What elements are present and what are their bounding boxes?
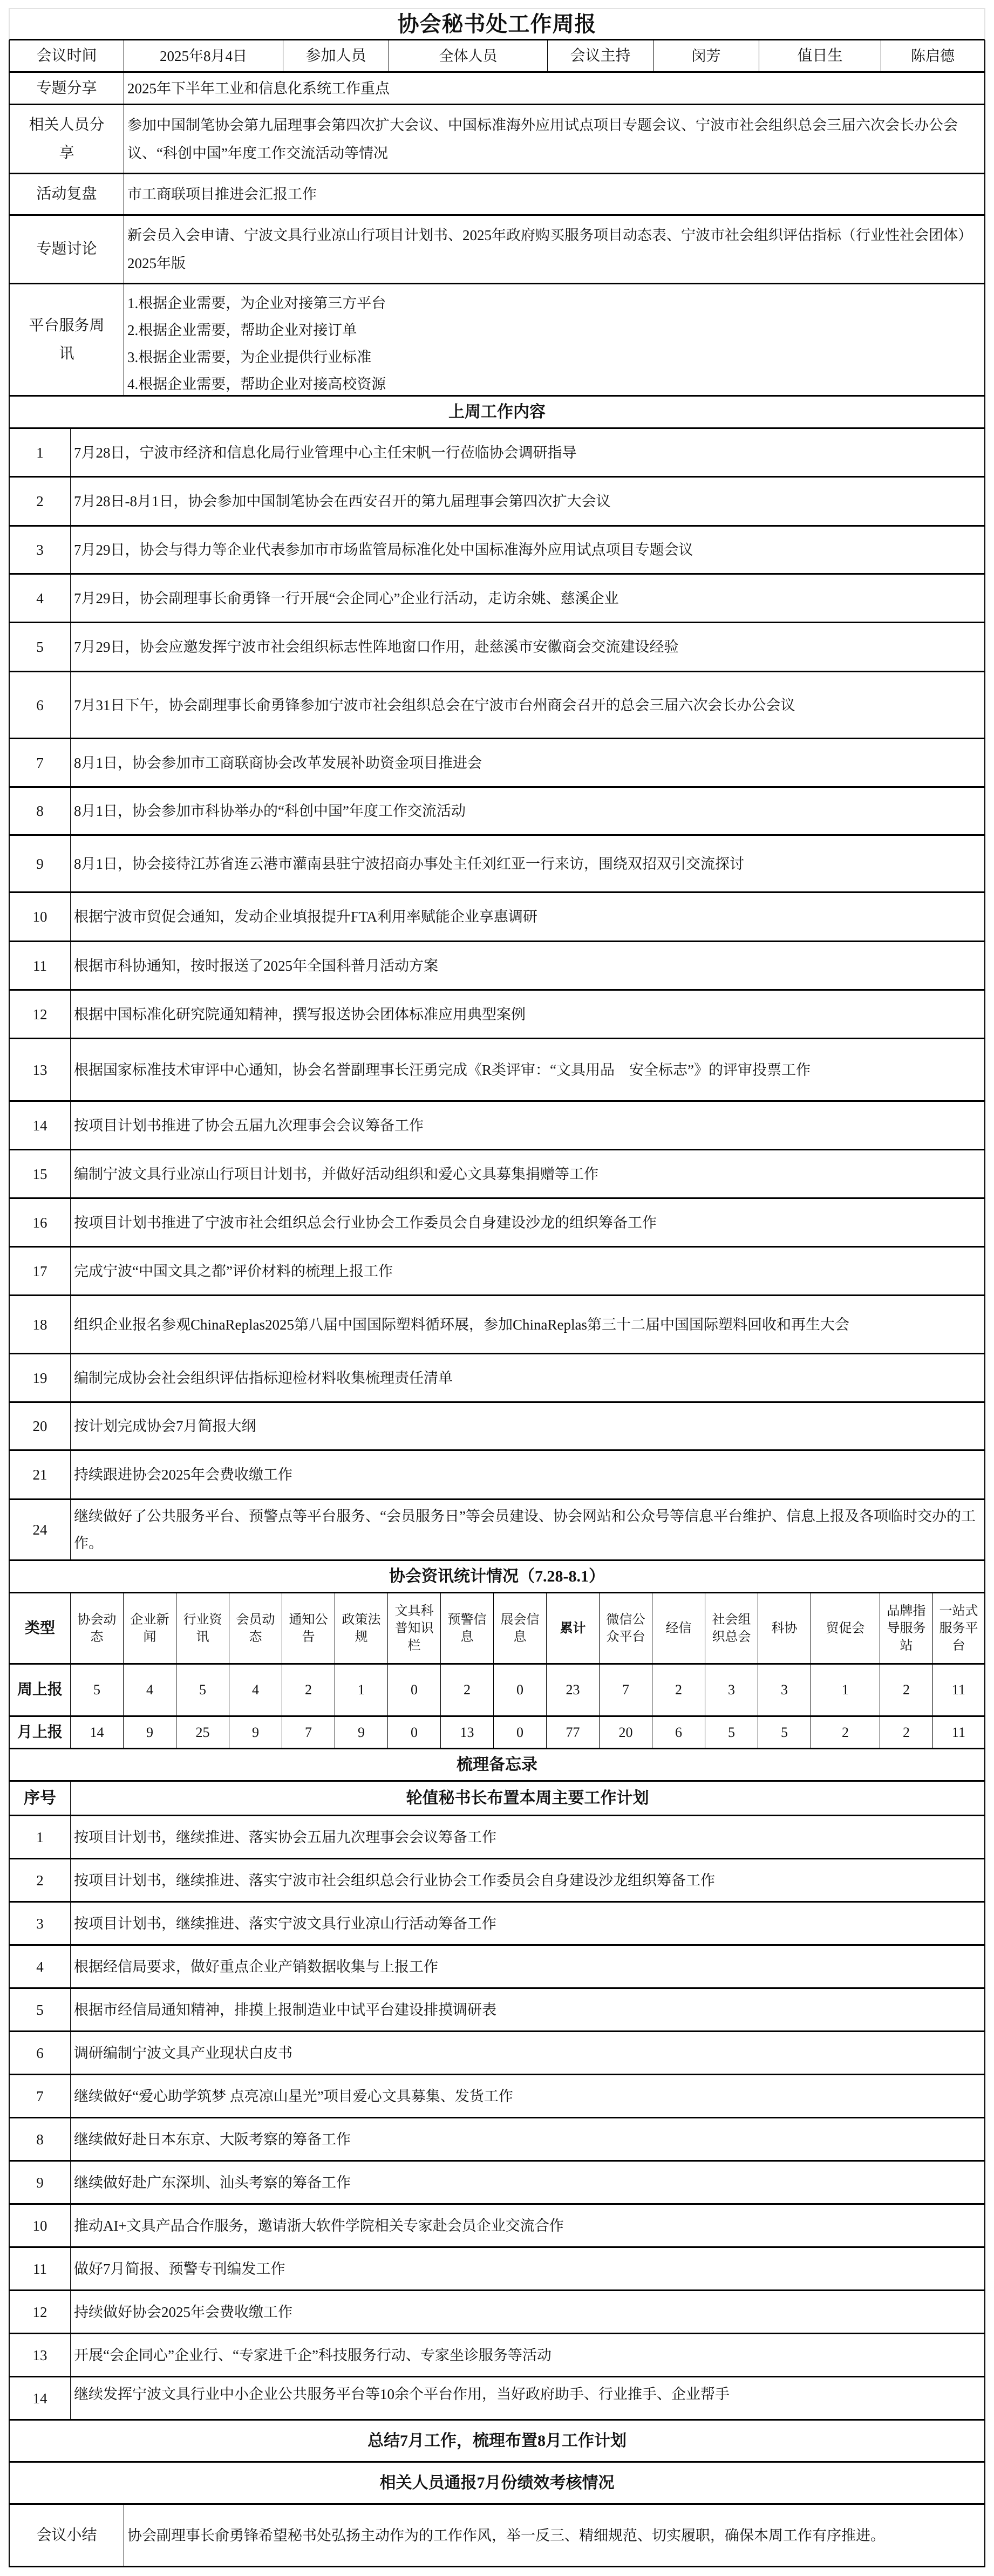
last-week-item: [9, 1102, 985, 1150]
item-text: 推动AI+文具产品合作服务，邀请浙大软件学院相关专家赴会员企业交流合作: [74, 2217, 564, 2234]
platform-item: 4.根据企业需要，帮助企业对接高校资源: [127, 376, 386, 392]
item-number: 21: [10, 1451, 71, 1498]
monthly-summary: 总结7月工作，梳理布置8月工作计划: [367, 2431, 627, 2450]
item-text: 按项目计划书，继续推进、落实宁波文具行业凉山行活动筹备工作: [74, 1915, 496, 1932]
stats-column-header: 贸促会: [811, 1593, 880, 1663]
last-week-item: [9, 1248, 985, 1296]
last-week-item: [9, 991, 985, 1039]
stats-value: 7: [282, 1717, 335, 1748]
item-number: 4: [10, 575, 71, 622]
info-row-topic-share: [9, 73, 985, 105]
item-number: 5: [10, 1989, 71, 2030]
last-week-item: [9, 788, 985, 836]
platform-item: 1.根据企业需要，为企业对接第三方平台: [127, 295, 386, 311]
stats-value: 20: [600, 1717, 652, 1748]
item-text: 持续跟进协会2025年会费收缴工作: [74, 1467, 292, 1483]
memo-item: [9, 2032, 985, 2075]
item-number: 3: [10, 527, 71, 573]
info-row-topic-discussion: [9, 216, 985, 284]
conclusion-label: 会议小结: [10, 2505, 124, 2566]
memo-item: [9, 1989, 985, 2032]
last-week-item: [9, 429, 985, 478]
info-row-platform-service: [9, 284, 985, 397]
stats-column-header: 会员动态: [229, 1593, 282, 1663]
item-text: 组织企业报名参观ChinaReplas2025第八届中国国际塑料循环展，参加ChinaReplas第三十二届中国国际塑料回收和再生大会: [74, 1316, 849, 1333]
info-label: 活动复盘: [10, 174, 124, 214]
info-content: 新会员入会申请、宁波文具行业凉山行项目计划书、2025年政府购买服务项目动态表、宁波市社会组织评估指标（行业性社会团体）2025年版: [127, 227, 972, 271]
item-number: 7: [10, 739, 71, 786]
stats-value: 11: [951, 1682, 966, 1698]
item-text: 根据国家标准技术审评中心通知，协会名誉副理事长汪勇完成《R类评审：“文具用品 安全标志”》的评审投票工作: [74, 1061, 811, 1078]
item-number: 6: [10, 672, 71, 738]
memo-no-label: 序号: [10, 1782, 71, 1815]
item-text: 8月1日，协会接待江苏省连云港市灌南县驻宁波招商办事处主任刘红亚一行来访，围绕双招双引交流探讨: [74, 855, 744, 872]
stats-type-label: 类型: [10, 1593, 71, 1663]
memo-item: [9, 2118, 985, 2162]
item-number: 16: [10, 1199, 71, 1246]
item-text: 8月1日，协会参加市科协举办的“科创中国”年度工作交流活动: [74, 803, 466, 819]
item-number: 11: [10, 942, 71, 989]
memo-item: [9, 1816, 985, 1859]
last-week-heading-row: [9, 397, 985, 429]
stats-column-header: 协会动态: [71, 1593, 124, 1663]
weekly-report-sheet: [9, 8, 985, 2568]
item-number: 9: [10, 2162, 71, 2203]
memo-item: [9, 2291, 985, 2334]
last-week-item: [9, 1199, 985, 1248]
stats-row: [9, 1665, 985, 1717]
platform-list: [124, 284, 984, 395]
memo-item: [9, 2205, 985, 2248]
item-text: 编制完成协会社会组织评估指标迎检材料收集梳理责任清单: [74, 1369, 453, 1386]
item-number: 14: [10, 1102, 71, 1149]
item-text: 编制宁波文具行业凉山行项目计划书，并做好活动组织和爱心文具募集捐赠等工作: [74, 1166, 598, 1182]
stats-column-header: 社会组织总会: [705, 1593, 758, 1663]
performance-row: [9, 2463, 985, 2505]
stats-value: 9: [335, 1717, 388, 1748]
stats-value: 2: [880, 1717, 933, 1748]
host-value: 闵芳: [653, 40, 759, 71]
last-week-item: [9, 1150, 985, 1199]
meeting-info-row: [9, 40, 985, 73]
last-week-item: [9, 623, 985, 672]
item-text: 7月29日，协会副理事长俞勇锋一行开展“会企同心”企业行活动，走访余姚、慈溪企业: [74, 590, 619, 606]
stats-column-header: 预警信息: [441, 1593, 494, 1663]
stats-column-header: 通知公告: [282, 1593, 335, 1663]
stats-column-header: 政策法规: [335, 1593, 388, 1663]
title-row: [9, 8, 985, 40]
last-week-heading: 上周工作内容: [448, 403, 546, 421]
info-row-activity-review: [9, 174, 985, 216]
item-number: 3: [10, 1903, 71, 1944]
item-number: 13: [10, 1039, 71, 1100]
item-text: 继续做好了公共服务平台、预警点等平台服务、“会员服务日”等会员建设、协会网站和公众号等信息平台维护、信息上报及各项临时交办的工作。: [74, 1508, 976, 1551]
stats-value: 0: [494, 1665, 547, 1715]
item-number: 8: [10, 788, 71, 834]
last-week-item: [9, 478, 985, 527]
info-row-staff-share: [9, 105, 985, 174]
stats-value: 5: [71, 1665, 124, 1715]
item-text: 根据宁波市贸促会通知，发动企业填报提升FTA利用率赋能企业享惠调研: [74, 909, 537, 925]
stats-value: 2: [652, 1665, 705, 1715]
stats-column-header: 行业资讯: [176, 1593, 229, 1663]
stats-value: 3: [758, 1665, 811, 1715]
memo-heading: 梳理备忘录: [457, 1755, 537, 1774]
item-text: 根据市经信局通知精神，排摸上报制造业中试平台建设排摸调研表: [74, 2001, 496, 2018]
stats-value: 7: [600, 1665, 652, 1715]
item-text: 7月29日，协会与得力等企业代表参加市市场监管局标准化处中国标准海外应用试点项目专题会议: [74, 542, 693, 558]
item-text: 做好7月简报、预警专刊编发工作: [74, 2260, 285, 2277]
stats-column-header: 文具科普知识栏: [388, 1593, 441, 1663]
stats-column-header: 微信公众平台: [600, 1593, 652, 1663]
stats-column-header: 经信: [652, 1593, 705, 1663]
info-label: 相关人员分享: [10, 105, 124, 173]
item-text: 7月31日下午，协会副理事长俞勇锋参加宁波市社会组织总会在宁波市台州商会召开的总会三届六次会长办公会议: [74, 697, 795, 713]
last-week-item: [9, 527, 985, 575]
stats-value: 14: [71, 1717, 124, 1748]
item-text: 开展“会企同心”企业行、“专家进千企”科技服务行动、专家坐诊服务等活动: [74, 2347, 552, 2363]
item-number: 10: [10, 2205, 71, 2246]
memo-item: [9, 1859, 985, 1903]
last-week-item: [9, 893, 985, 942]
memo-heading-row: [9, 1749, 985, 1782]
duty-value: 陈启德: [911, 47, 955, 64]
stats-header-row: [9, 1593, 985, 1665]
info-content: 市工商联项目推进会汇报工作: [127, 186, 317, 202]
stats-value: 1: [811, 1665, 880, 1715]
stats-column-header: 展会信息: [494, 1593, 547, 1663]
item-text: 按项目计划书推进了宁波市社会组织总会行业协会工作委员会自身建设沙龙的组织筹备工作: [74, 1214, 657, 1231]
item-number: 18: [10, 1296, 71, 1353]
stats-value: 2: [282, 1665, 335, 1715]
item-number: 1: [10, 1816, 71, 1858]
platform-item: 2.根据企业需要，帮助企业对接订单: [127, 322, 357, 338]
stats-row: [9, 1717, 985, 1749]
stats-value: 5: [758, 1717, 811, 1748]
item-number: 11: [10, 2248, 71, 2289]
item-number: 9: [10, 836, 71, 891]
item-text: 按项目计划书推进了协会五届九次理事会会议筹备工作: [74, 1117, 424, 1134]
stats-value: 0: [388, 1665, 441, 1715]
last-week-item: [9, 836, 985, 893]
item-number: 5: [10, 623, 71, 671]
item-text: 继续做好赴广东深圳、汕头考察的筹备工作: [74, 2174, 351, 2191]
item-number: 14: [10, 2377, 71, 2419]
item-number: 12: [10, 2291, 71, 2333]
last-week-item: [9, 1039, 985, 1102]
last-week-item: [9, 1451, 985, 1500]
item-text: 持续做好协会2025年会费收缴工作: [74, 2304, 292, 2320]
stats-column-header: 品牌指导服务站: [880, 1593, 933, 1663]
last-week-item: [9, 1403, 985, 1451]
memo-item: [9, 2334, 985, 2377]
last-week-item: [9, 942, 985, 991]
meeting-time-value: 2025年8月4日: [124, 40, 283, 71]
item-text: 继续做好“爱心助学筑梦 点亮凉山星光”项目爱心文具募集、发货工作: [74, 2088, 513, 2104]
memo-item: [9, 2377, 985, 2421]
item-number: 2: [10, 478, 71, 525]
stats-value: 5: [705, 1717, 758, 1748]
attendees-value: 全体人员: [389, 40, 548, 71]
last-week-item: [9, 575, 985, 623]
info-content: 2025年下半年工业和信息化系统工作重点: [127, 80, 390, 97]
memo-item: [9, 2075, 985, 2118]
stats-value: 4: [229, 1665, 282, 1715]
info-label: 专题分享: [10, 73, 124, 104]
item-number: 13: [10, 2334, 71, 2376]
memo-item: [9, 2162, 985, 2205]
performance-report: 相关人员通报7月份绩效考核情况: [379, 2473, 615, 2492]
stats-row-label: 周上报: [10, 1665, 71, 1715]
item-text: 7月28日-8月1日，协会参加中国制笔协会在西安召开的第九届理事会第四次扩大会议: [74, 493, 611, 509]
item-number: 8: [10, 2118, 71, 2160]
stats-column-header: 企业新闻: [124, 1593, 176, 1663]
memo-plan-heading: 轮值秘书长布置本周主要工作计划: [406, 1789, 649, 1807]
item-number: 10: [10, 893, 71, 941]
item-text: 调研编制宁波文具产业现状白皮书: [74, 2045, 292, 2061]
item-number: 15: [10, 1150, 71, 1197]
info-content: 参加中国制笔协会第九届理事会第四次扩大会议、中国标准海外应用试点项目专题会议、宁波市社会组织总会三届六次会长办公会议、“科创中国”年度工作交流活动等情况: [127, 117, 958, 161]
item-number: 1: [10, 429, 71, 476]
last-week-item: [9, 1500, 985, 1561]
stats-heading-row: [9, 1561, 985, 1593]
item-text: 根据经信局要求，做好重点企业产销数据收集与上报工作: [74, 1958, 438, 1975]
stats-row-label: 月上报: [10, 1717, 71, 1748]
stats-value: 6: [652, 1717, 705, 1748]
item-text: 根据中国标准化研究院通知精神，撰写报送协会团体标准应用典型案例: [74, 1006, 526, 1023]
stats-column-header: 一站式服务平台: [939, 1604, 978, 1653]
item-text: 按项目计划书，继续推进、落实协会五届九次理事会会议筹备工作: [74, 1829, 496, 1845]
memo-item: [9, 2248, 985, 2291]
page-title: 协会秘书处工作周报: [397, 11, 597, 36]
item-number: 7: [10, 2075, 71, 2117]
conclusion-content: 协会副理事长俞勇锋希望秘书处弘扬主动作为的工作作风，举一反三、精细规范、切实履职，确保本周工作有序推进。: [127, 2527, 885, 2544]
stats-value: 1: [335, 1665, 388, 1715]
stats-column-header: 科协: [758, 1593, 811, 1663]
item-number: 17: [10, 1248, 71, 1294]
last-week-item: [9, 1354, 985, 1403]
stats-heading: 协会资讯统计情况（7.28-8.1）: [389, 1567, 605, 1585]
attendees-label: 参加人员: [283, 40, 389, 71]
monthly-summary-row: [9, 2421, 985, 2463]
stats-value: 2: [441, 1665, 494, 1715]
stats-value: 11: [951, 1724, 966, 1740]
item-text: 完成宁波“中国文具之都”评价材料的梳理上报工作: [74, 1263, 393, 1279]
conclusion-row: [9, 2505, 985, 2567]
item-number: 19: [10, 1354, 71, 1401]
stats-value: 0: [494, 1717, 547, 1748]
stats-value: 23: [547, 1665, 600, 1715]
stats-value: 0: [388, 1717, 441, 1748]
meeting-time-label: 会议时间: [10, 40, 124, 71]
last-week-item: [9, 672, 985, 739]
item-text: 7月29日，协会应邀发挥宁波市社会组织标志性阵地窗口作用，赴慈溪市安徽商会交流建设经验: [74, 639, 679, 655]
item-number: 24: [10, 1500, 71, 1559]
item-text: 按项目计划书，继续推进、落实宁波市社会组织总会行业协会工作委员会自身建设沙龙组织筹备工作: [74, 1872, 715, 1889]
item-text: 7月28日，宁波市经济和信息化局行业管理中心主任宋帆一行莅临协会调研指导: [74, 444, 577, 461]
item-number: 12: [10, 991, 71, 1038]
stats-value: 4: [124, 1665, 176, 1715]
platform-label: 平台服务周讯: [10, 284, 124, 395]
item-number: 20: [10, 1403, 71, 1449]
item-number: 4: [10, 1946, 71, 1987]
stats-value: 2: [811, 1717, 880, 1748]
stats-value: 2: [880, 1665, 933, 1715]
stats-value: 13: [441, 1717, 494, 1748]
item-text: 继续发挥宁波文具行业中小企业公共服务平台等10余个平台作用，当好政府助手、行业推手、企业帮手: [74, 2386, 730, 2402]
memo-item: [9, 1946, 985, 1989]
item-text: 继续做好赴日本东京、大阪考察的筹备工作: [74, 2131, 351, 2148]
last-week-item: [9, 1296, 985, 1354]
info-label: 专题讨论: [10, 216, 124, 283]
platform-item: 3.根据企业需要，为企业提供行业标准: [127, 349, 372, 365]
item-number: 2: [10, 1859, 71, 1901]
item-number: 6: [10, 2032, 71, 2074]
duty-label: 值日生: [759, 40, 881, 71]
stats-value: 3: [705, 1665, 758, 1715]
item-text: 8月1日，协会参加市工商联商协会改革发展补助资金项目推进会: [74, 754, 482, 771]
stats-value: 77: [547, 1717, 600, 1748]
host-label: 会议主持: [548, 40, 653, 71]
stats-value: 9: [229, 1717, 282, 1748]
item-text: 根据市科协通知，按时报送了2025年全国科普月活动方案: [74, 957, 438, 974]
stats-value: 9: [124, 1717, 176, 1748]
stats-column-header: 累计: [547, 1593, 600, 1663]
memo-item: [9, 1903, 985, 1946]
memo-plan-header-row: [9, 1782, 985, 1816]
stats-value: 25: [176, 1717, 229, 1748]
last-week-item: [9, 739, 985, 788]
item-text: 按计划完成协会7月简报大纲: [74, 1418, 256, 1434]
stats-value: 5: [176, 1665, 229, 1715]
